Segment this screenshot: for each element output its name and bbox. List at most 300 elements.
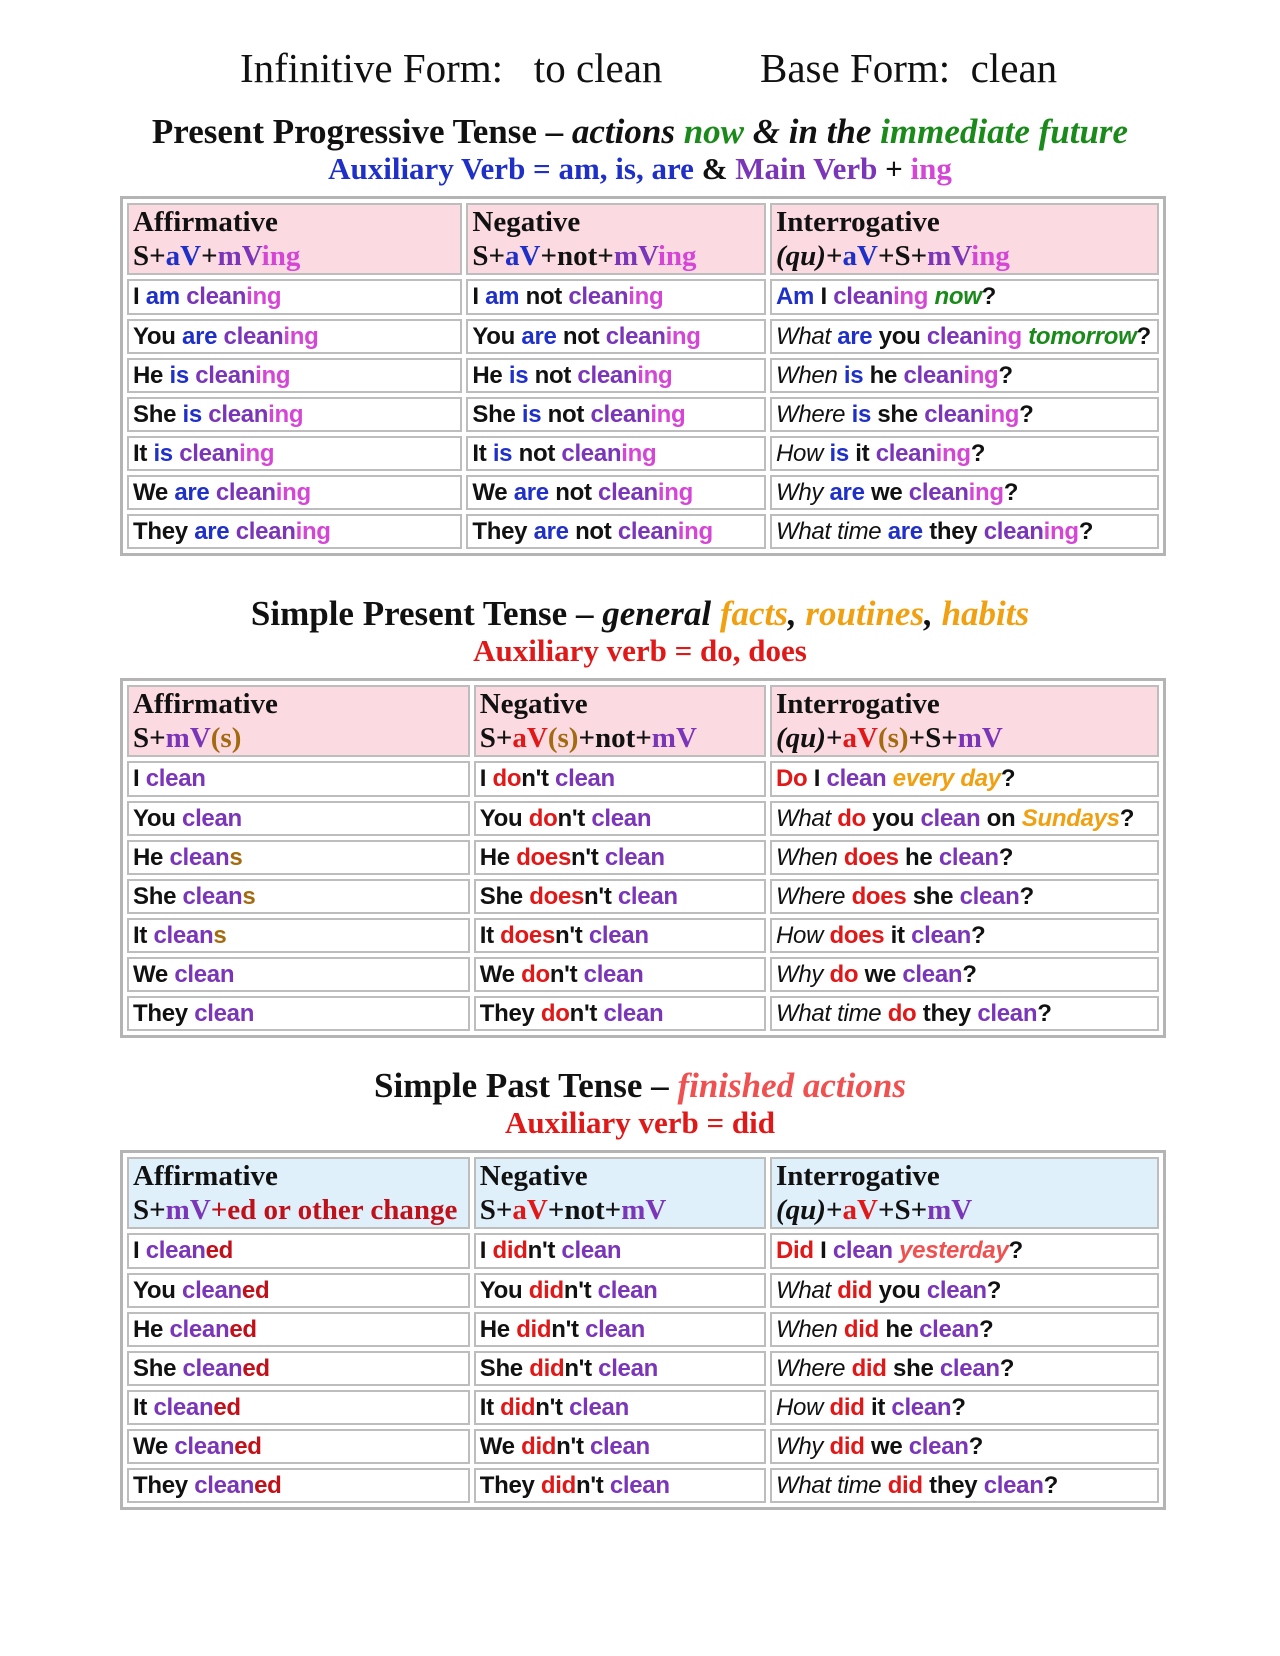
text-run: clean	[919, 1315, 979, 1343]
text-run: clean	[188, 361, 256, 389]
text-run: clean	[172, 439, 240, 467]
text-run: ing	[935, 439, 971, 467]
text-run: clean	[194, 999, 255, 1027]
table-cell	[474, 1429, 766, 1464]
text-run: ed	[254, 1471, 282, 1499]
text-run: He	[133, 1315, 170, 1343]
text-run: clean	[590, 1432, 650, 1460]
text-run: mV	[927, 240, 972, 272]
text-run: Did	[776, 1237, 814, 1264]
text-run: +not+	[540, 240, 614, 272]
text-run: & in the	[744, 112, 881, 151]
table-cell	[127, 1429, 470, 1464]
text-run: I	[814, 283, 834, 310]
text-run: habits	[941, 594, 1030, 633]
text-run: aV	[165, 240, 202, 272]
text-run: we	[864, 1432, 909, 1460]
text-run: we	[858, 960, 903, 988]
text-run: Do	[776, 765, 808, 792]
text-run: clean	[561, 1237, 622, 1264]
text-run: clean	[903, 361, 964, 389]
text-run: What	[776, 322, 831, 350]
text-run: clean	[875, 439, 936, 467]
text-run: clean	[182, 1354, 243, 1382]
base-form-label: Base Form: clean	[760, 45, 1058, 91]
text-run: clean	[182, 804, 242, 832]
text-run: he	[878, 1315, 920, 1343]
text-run: not	[541, 400, 591, 428]
text-run: Sundays	[1021, 804, 1120, 832]
text-run: How	[776, 1393, 824, 1421]
text-run: ing	[657, 478, 693, 506]
text-run: Auxiliary Verb = am, is, are	[328, 151, 694, 186]
text-run: now	[683, 112, 745, 151]
text-run: she	[886, 1354, 940, 1382]
text-run: ed	[241, 1276, 270, 1304]
text-run: I	[479, 1237, 493, 1264]
table-cell	[770, 397, 1159, 432]
text-run: they	[922, 517, 984, 545]
text-run: clean	[911, 921, 971, 949]
text-run: ing	[657, 240, 697, 272]
text-run: (s)	[877, 722, 909, 754]
text-run: n't	[549, 960, 584, 988]
section-heading-simple-past	[0, 1066, 1280, 1106]
text-run: you	[872, 1276, 927, 1304]
text-run: finished actions	[677, 1066, 906, 1105]
table-cell	[466, 397, 766, 432]
text-run: n't	[557, 804, 592, 832]
text-run: ?	[981, 283, 996, 310]
column-title: Negative	[479, 1160, 588, 1192]
text-run: you	[865, 804, 921, 832]
table-cell	[127, 514, 462, 549]
text-run: ing	[283, 322, 319, 350]
text-run: You	[133, 1276, 183, 1304]
table-cell	[127, 436, 462, 471]
column-title: Affirmative	[133, 1160, 278, 1192]
text-run: not	[519, 283, 569, 310]
text-run: on	[980, 804, 1022, 832]
text-run: clean	[591, 804, 652, 832]
text-run: clean	[577, 361, 638, 389]
text-run: I	[133, 1237, 146, 1264]
table-cell	[466, 514, 766, 549]
text-run: S+	[479, 722, 513, 754]
table-cell	[770, 475, 1159, 510]
text-run: She	[479, 882, 530, 910]
column-title: Interrogative	[776, 206, 940, 238]
text-run: She	[479, 1354, 530, 1382]
text-run: did	[492, 1237, 528, 1264]
text-run: ing	[637, 361, 673, 389]
text-run: aV	[842, 722, 878, 754]
text-run: ing	[246, 283, 282, 310]
text-run: You	[133, 322, 183, 350]
text-run: you	[872, 322, 927, 350]
table-cell	[127, 1390, 470, 1425]
text-run: does	[837, 843, 899, 871]
text-run: We	[479, 1432, 522, 1460]
text-run: we	[864, 478, 909, 506]
text-run: ?	[979, 1315, 994, 1343]
text-run: clean	[169, 1315, 230, 1343]
text-run: she	[871, 400, 925, 428]
text-run: am	[145, 283, 180, 310]
text-run: are	[513, 478, 549, 506]
text-run: ?	[962, 960, 977, 988]
text-run: not	[568, 517, 618, 545]
text-run: do	[492, 765, 522, 792]
text-run: mV	[957, 722, 1003, 754]
text-run: They	[479, 999, 541, 1027]
text-run: ?	[970, 439, 986, 467]
table-cell	[127, 840, 470, 875]
table-cell	[127, 879, 470, 914]
text-run: He	[472, 361, 509, 389]
column-formula	[776, 1193, 1153, 1227]
text-run: S+	[472, 240, 506, 272]
column-header-interrogative	[770, 685, 1159, 757]
text-run: I	[479, 765, 493, 792]
table-row	[127, 840, 1159, 875]
text-run: yesterday	[899, 1237, 1009, 1264]
text-run: ing	[261, 240, 301, 272]
text-run: ing	[893, 283, 929, 310]
text-run: aV	[505, 240, 541, 272]
text-run: ?	[1008, 1237, 1023, 1264]
text-run: clean	[153, 1393, 214, 1421]
text-run: (qu)	[776, 1194, 826, 1226]
text-run: do	[540, 999, 570, 1027]
text-run: What time	[776, 1471, 882, 1499]
table-row	[127, 1390, 1159, 1425]
text-run: n't	[555, 921, 589, 949]
text-run: I	[807, 765, 827, 792]
table-cell	[474, 1273, 766, 1308]
text-run: aV	[842, 240, 878, 272]
text-run: ?	[1003, 478, 1019, 506]
table-cell	[474, 1233, 766, 1269]
column-title: Interrogative	[776, 1160, 940, 1192]
text-run: clean	[153, 921, 214, 949]
table-cell	[466, 436, 766, 471]
text-run: it	[864, 1393, 892, 1421]
text-run: ,	[787, 594, 806, 633]
text-run: does	[823, 921, 885, 949]
table-cell	[127, 1233, 470, 1269]
table-cell	[474, 1312, 766, 1347]
table-cell	[474, 1390, 766, 1425]
text-run: do	[528, 804, 558, 832]
text-run: not	[556, 322, 606, 350]
text-run: clean	[583, 960, 644, 988]
text-run: +S+	[877, 1194, 928, 1226]
text-run: Where	[776, 1354, 846, 1382]
text-run: Why	[776, 478, 824, 506]
text-run: mV	[927, 1194, 973, 1226]
table-row	[127, 1429, 1159, 1464]
text-run: They	[133, 999, 195, 1027]
table-cell	[770, 436, 1159, 471]
text-run: ?	[1078, 517, 1094, 545]
text-run: Present Progressive Tense –	[151, 112, 572, 151]
text-run: +ed or other change	[210, 1194, 458, 1226]
text-run: ?	[1043, 1471, 1058, 1499]
text-run: Auxiliary verb = did	[505, 1105, 775, 1140]
table-cell	[127, 1312, 470, 1347]
infinitive-form-label: Infinitive Form: to clean	[240, 45, 663, 91]
text-run: clean	[983, 517, 1044, 545]
table-cell	[770, 996, 1159, 1031]
table-cell	[127, 957, 470, 992]
table-header-row	[127, 685, 1159, 757]
text-run: She	[133, 1354, 183, 1382]
text-run: ing	[971, 240, 1010, 272]
text-run: You	[472, 322, 522, 350]
text-run: she	[906, 882, 960, 910]
table-cell	[770, 279, 1159, 315]
table-header-row	[127, 1157, 1159, 1229]
table-cell	[474, 1468, 766, 1503]
text-run: Why	[776, 960, 824, 988]
text-run: +S+	[908, 722, 958, 754]
text-run: How	[776, 921, 824, 949]
text-run: they	[922, 1471, 984, 1499]
text-run: He	[133, 843, 170, 871]
text-run: ed	[213, 1393, 241, 1421]
table-cell	[474, 1351, 766, 1386]
text-run: clean	[617, 882, 678, 910]
text-run: ?	[1136, 322, 1151, 350]
text-run: clean	[891, 1393, 952, 1421]
text-run: It	[133, 1393, 154, 1421]
text-run: He	[133, 361, 170, 389]
text-run: Where	[776, 882, 846, 910]
table-cell	[127, 475, 462, 510]
table-row	[127, 761, 1159, 797]
table-cell	[770, 1351, 1159, 1386]
text-run: it	[848, 439, 876, 467]
table-cell	[466, 358, 766, 393]
table-cell	[770, 1390, 1159, 1425]
text-run: How	[776, 439, 824, 467]
text-run: clean	[585, 1315, 645, 1343]
text-run: clean	[977, 999, 1038, 1027]
text-run: did	[529, 1354, 565, 1382]
table-cell	[770, 1233, 1159, 1269]
text-run: When	[776, 1315, 838, 1343]
table-cell	[127, 918, 470, 953]
text-run: clean	[217, 322, 284, 350]
text-run: clean	[926, 322, 987, 350]
text-run: he	[863, 361, 904, 389]
table-row	[127, 996, 1159, 1031]
text-run: general	[602, 594, 720, 633]
text-run: did	[837, 1315, 879, 1343]
column-header-interrogative	[770, 203, 1159, 275]
text-run: did	[521, 1432, 557, 1460]
text-run: It	[472, 439, 493, 467]
text-run: We	[472, 478, 514, 506]
text-run: (qu)	[776, 722, 826, 754]
text-run: clean	[617, 517, 678, 545]
text-run: +	[825, 722, 843, 754]
text-run: n't	[556, 1432, 590, 1460]
text-run: He	[479, 1315, 517, 1343]
text-run: +not+	[578, 722, 652, 754]
text-run: not	[512, 439, 562, 467]
text-run: mV	[621, 1194, 667, 1226]
text-run: clean	[926, 1276, 987, 1304]
text-run: ing	[984, 400, 1020, 428]
text-run: We	[133, 478, 175, 506]
table-cell	[474, 957, 766, 992]
column-title: Affirmative	[133, 688, 278, 720]
table-cell	[127, 397, 462, 432]
text-run: clean	[908, 1432, 969, 1460]
text-run: clean	[604, 843, 665, 871]
text-run: clean	[833, 283, 894, 310]
text-run: It	[133, 921, 154, 949]
text-run: clean	[194, 1471, 255, 1499]
text-run: he	[898, 843, 939, 871]
column-formula	[472, 239, 760, 273]
text-run: I	[133, 765, 146, 792]
text-run: are	[521, 322, 557, 350]
text-run: ing	[239, 439, 275, 467]
column-header-negative	[474, 1157, 766, 1229]
text-run: did	[540, 1471, 577, 1499]
text-run: tomorrow	[1028, 322, 1137, 350]
table-cell	[466, 279, 766, 315]
table-cell	[770, 879, 1159, 914]
text-run: clean	[229, 517, 296, 545]
text-run: clean	[182, 1276, 242, 1304]
column-header-interrogative	[770, 1157, 1159, 1229]
text-run: +	[877, 151, 911, 186]
text-run: ?	[998, 843, 1014, 871]
text-run: n't	[564, 1354, 599, 1382]
text-run: now	[934, 283, 982, 310]
table-row	[127, 279, 1159, 315]
table-row	[127, 397, 1159, 432]
text-run: ?	[951, 1393, 966, 1421]
text-run: clean	[179, 283, 247, 310]
text-run: is	[492, 439, 513, 467]
text-run: clean	[588, 921, 649, 949]
table-row	[127, 879, 1159, 914]
column-title: Negative	[479, 688, 588, 720]
text-run: You	[133, 804, 183, 832]
table-cell	[770, 1429, 1159, 1464]
text-run: ing	[986, 322, 1022, 350]
text-run: ?	[1019, 400, 1034, 428]
table-row	[127, 957, 1159, 992]
text-run: clean	[920, 804, 981, 832]
text-run: are	[182, 322, 218, 350]
table-cell	[770, 957, 1159, 992]
text-run: does	[845, 882, 907, 910]
text-run: clean	[145, 1237, 206, 1264]
text-run: We	[133, 1432, 175, 1460]
text-run: it	[884, 921, 912, 949]
text-run: mV	[165, 722, 211, 754]
text-run: n't	[535, 1393, 570, 1421]
text-run: do	[823, 960, 859, 988]
simple-present-table	[120, 678, 1166, 1038]
table-row	[127, 1312, 1159, 1347]
text-run: ?	[1037, 999, 1052, 1027]
text-run: is	[508, 361, 529, 389]
text-run: does	[500, 921, 555, 949]
column-formula	[776, 239, 1153, 273]
column-formula	[480, 721, 760, 755]
text-run: clean	[569, 1393, 629, 1421]
text-run: It	[479, 921, 501, 949]
text-run: clean	[169, 843, 230, 871]
text-run: She	[133, 400, 183, 428]
text-run: clean	[555, 765, 615, 792]
text-run: Simple Present Tense –	[250, 594, 603, 633]
text-run: not	[548, 478, 599, 506]
text-run: clean	[938, 843, 999, 871]
text-run: +not+	[547, 1194, 622, 1226]
text-run: n't	[527, 1237, 562, 1264]
text-run: mV	[217, 240, 262, 272]
text-run: ing	[295, 517, 331, 545]
text-run: did	[528, 1276, 564, 1304]
text-run: What	[776, 1276, 831, 1304]
text-run: clean	[908, 478, 969, 506]
text-run: routines	[805, 594, 925, 633]
text-run: not	[528, 361, 578, 389]
text-run: When	[776, 843, 838, 871]
text-run: does	[529, 882, 585, 910]
table-cell	[127, 996, 470, 1031]
text-run: Am	[776, 283, 815, 310]
column-formula	[133, 1193, 464, 1227]
table-cell	[474, 879, 766, 914]
table-cell	[474, 918, 766, 953]
text-run: What time	[776, 999, 882, 1027]
text-run: S+	[133, 722, 166, 754]
text-run: s	[229, 843, 243, 871]
text-run: S+	[479, 1194, 513, 1226]
text-run: n't	[576, 1471, 610, 1499]
text-run: n't	[551, 1315, 586, 1343]
text-run: is	[153, 439, 173, 467]
text-run: is	[521, 400, 542, 428]
text-run: ?	[968, 1432, 983, 1460]
table-cell	[770, 840, 1159, 875]
text-run: ?	[999, 1354, 1015, 1382]
text-run: ?	[986, 1276, 1002, 1304]
text-run: clean	[983, 1471, 1044, 1499]
column-header-negative	[466, 203, 766, 275]
table-cell	[770, 801, 1159, 836]
column-title: Negative	[472, 206, 581, 238]
table-row	[127, 801, 1159, 836]
table-cell	[474, 840, 766, 875]
present-progressive-table	[120, 196, 1166, 556]
text-run: did	[500, 1393, 536, 1421]
text-run: clean	[826, 765, 887, 792]
text-run: are	[194, 517, 230, 545]
column-formula	[133, 239, 456, 273]
text-run: Simple Past Tense –	[374, 1066, 678, 1105]
text-run: did	[830, 1276, 873, 1304]
